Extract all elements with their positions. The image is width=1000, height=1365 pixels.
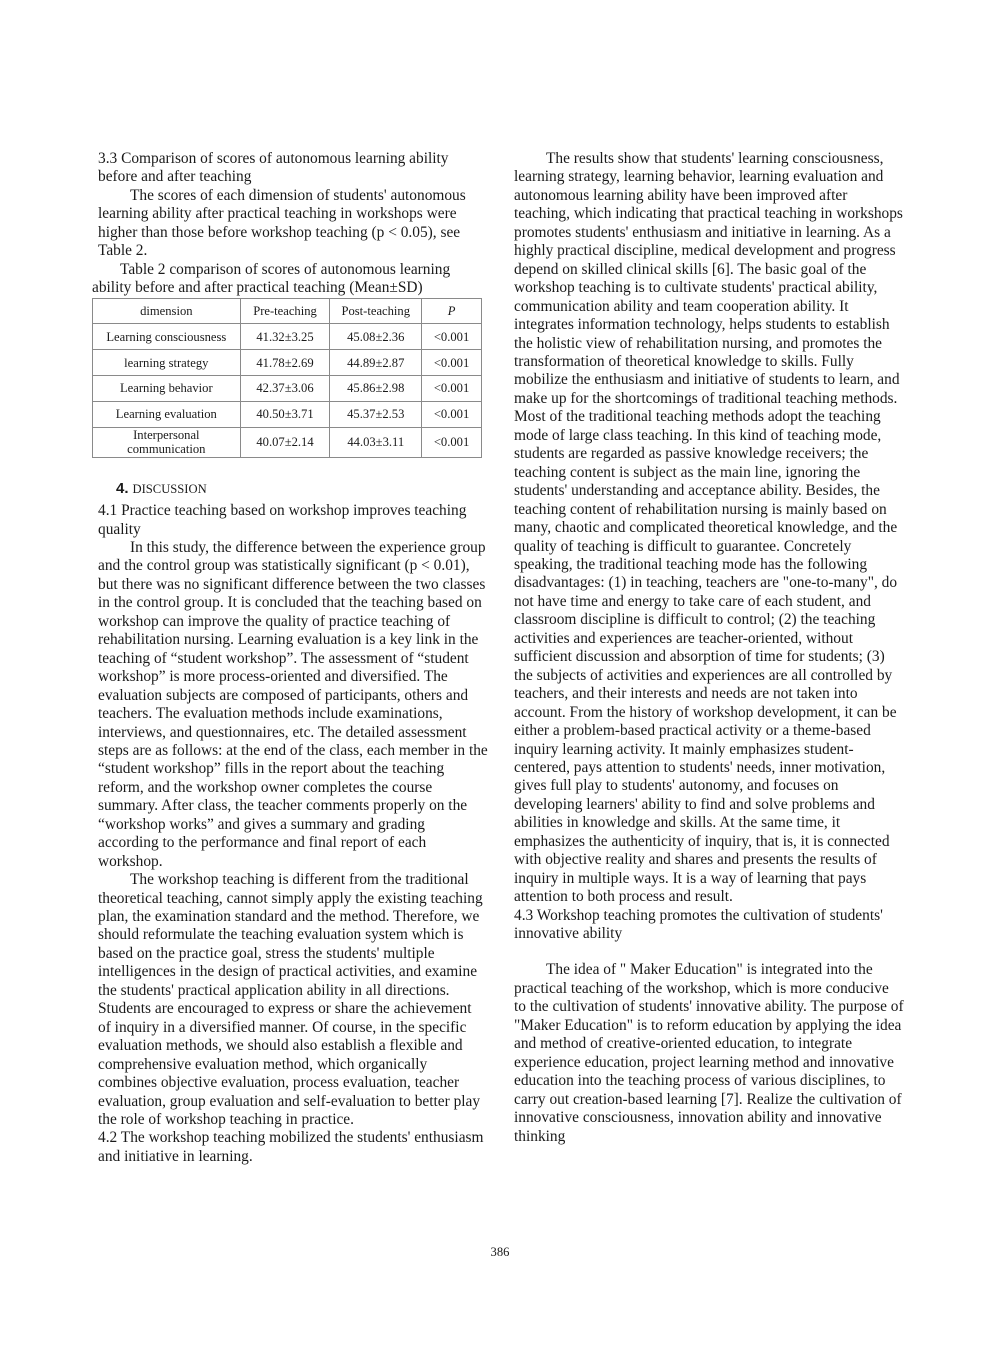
table-row [93,350,482,376]
table-header-cell: Post-teaching [330,298,422,324]
table-cell: 45.08±2.36 [330,324,422,350]
section-4-title: DISCUSSION [132,481,207,496]
section-3-3-paragraph: The scores of each dimension of students' autonomous learning ability after practical teaching in workshops were higher than those before workshop teaching (p < 0.05), see Table 2. [98,186,466,260]
section-4-3-paragraph: The idea of " Maker Education" is integrated into the practical teaching of the workshop, which is more conducive to the cultivation of students' innovative ability. The purpose of "Maker Education" is to reform education by applying the idea and method of creative-oriented education, to integrate experience education, project learning method and innovative education into the teaching process of various disciplines, to carry out creation-based learning [7]. Realize the cultivation of innovative consciousness, innovation ability and innovative thinking [514,961,904,1145]
table-2-caption-line-1: Table 2 comparison of scores of autonomous learning [120,260,451,278]
table-cell: 44.89±2.87 [330,350,422,376]
table-cell: 40.07±2.14 [240,427,330,457]
section-4-heading [116,480,488,498]
table-header-cell: Pre-teaching [240,298,330,324]
table-cell: Learning evaluation [93,401,241,427]
table-cell: 45.86±2.98 [330,376,422,402]
table-cell: 41.78±2.69 [240,350,330,376]
table-row [93,427,482,457]
table-cell: 45.37±2.53 [330,401,422,427]
page-number: 386 [490,1245,510,1259]
section-4-1-paragraph-1: In this study, the difference between the experience group and the control group was statistically significant (p < 0.01), but there was no significant difference between the two classes in the control group. It is concluded that the teaching based on workshop can improve the quality of practice teaching of rehabilitation nursing. Learning evaluation is a key link in the teaching of “student workshop”. The assessment of “student workshop” is more process-oriented and diversified. The evaluation subjects are composed of participants, others and teachers. The evaluation methods include examinations, interviews, and questionnaires, etc. The detailed assessment steps are as follows: at the end of the class, each member in the “student workshop” fills in the report about the teaching reform, and the workshop owner completes the course summary. After class, the teacher comments properly on the “workshop works” and gives a summary and grading according to the performance and final report of each workshop. [98,538,488,870]
section-4-2-paragraph: The results show that students' learning consciousness, learning strategy, learning behavior, learning evaluation and autonomous learning ability have been improved after teaching, which indicating that practical teaching in workshops promotes students' enthusiasm and initiative in learning. As a highly practical discipline, medical development and progress depend on skilled clinical skills [6]. The basic goal of the workshop teaching is to cultivate students' practical ability, communication ability and team cooperation ability. It integrates information technology, helps students to establish the holistic view of rehabilitation nursing, and promotes the transformation of theoretical knowledge to skills. Fully mobilize the enthusiasm and initiative of students to learn, and make up for the shortcomings of traditional teaching methods. Most of the traditional teaching methods adopt the teaching mode of large class teaching. In this kind of teaching mode, students are regarded as passive knowledge receivers; the teaching content is subject as the main line, ignoring the students' understanding and acceptance ability. Besides, the teaching content of rehabilitation nursing is mainly based on many, chaotic and complicated theoretical knowledge, and the quality of teaching is difficult to guarantee. Concretely speaking, the traditional teaching mode has the following disadvantages: (1) in teaching, teachers are "one-to-many", do not have time and energy to take care of each student, and classroom discipline is difficult to control; (2) the teaching activities and experiences are teacher-oriented, without sufficient discussion and absorption of time for students; (3) the subjects of activities and experiences are all controlled by teachers, and their interests and needs are not taken into account. From the history of workshop development, it can be either a problem-based practical activity or a theme-based inquiry learning activity. It mainly emphasizes student-centered, pays attention to students' needs, inner motivation, gives full play to students' autonomy, and focuses on developing learners' ability to find and solve problems and abilities in knowledge and skills. At the same time, it emphasizes the authenticity of inquiry, that is, it is connected with objective reality and shares and presents the results of inquiry in multiple ways. It is a way of learning that pays attention to both process and result. [514,150,903,906]
table-cell: Interpersonal communication [93,427,241,457]
table-cell: <0.001 [422,324,482,350]
section-4-number: 4. [116,479,129,497]
table-2-caption-line-2: ability before and after practical teaching (Mean±SD) [92,279,423,297]
table-header-cell: P [422,298,482,324]
section-4-1-heading: 4.1 Practice teaching based on workshop improves teaching quality [98,502,467,538]
table-cell: Learning behavior [93,376,241,402]
table-cell: <0.001 [422,427,482,457]
table-cell: <0.001 [422,376,482,402]
table-row [93,401,482,427]
table-cell: <0.001 [422,350,482,376]
table-header-cell: dimension [93,298,241,324]
table-cell: 44.03±3.11 [330,427,422,457]
section-3-3-heading: 3.3 Comparison of scores of autonomous learning ability before and after teaching [98,150,449,186]
table-row [93,376,482,402]
table-header-row [93,298,482,324]
table-row [93,324,482,350]
table-cell: <0.001 [422,401,482,427]
table-cell: 41.32±3.25 [240,324,330,350]
paragraph-gap [514,943,904,961]
table-cell: 42.37±3.06 [240,376,330,402]
table-2 [92,298,482,458]
table-cell: learning strategy [93,350,241,376]
table-cell: Learning consciousness [93,324,241,350]
left-column [92,150,488,1166]
right-column [514,150,904,1146]
table-cell: 40.50±3.71 [240,401,330,427]
section-4-3-heading: 4.3 Workshop teaching promotes the cultivation of students' innovative ability [514,906,883,943]
section-4-1-paragraph-2: The workshop teaching is different from the traditional theoretical teaching, cannot simply apply the existing teaching plan, the examination standard and the method. Therefore, we should reformulate the teaching evaluation system which is based on the practice goal, stress the students' multiple intelligences in the design of practical activities, and examine the students' practical application ability in all directions. Students are encouraged to express or share the achievement of inquiry in a diversified manner. Of course, in the specific evaluation methods, we should also establish a flexible and comprehensive evaluation method, which organically combines objective evaluation, process evaluation, teacher evaluation, group evaluation and self-evaluation to better play the role of workshop teaching in practice. [98,871,483,1129]
section-4-2-heading: 4.2 The workshop teaching mobilized the students' enthusiasm and initiative in learning. [98,1129,484,1165]
